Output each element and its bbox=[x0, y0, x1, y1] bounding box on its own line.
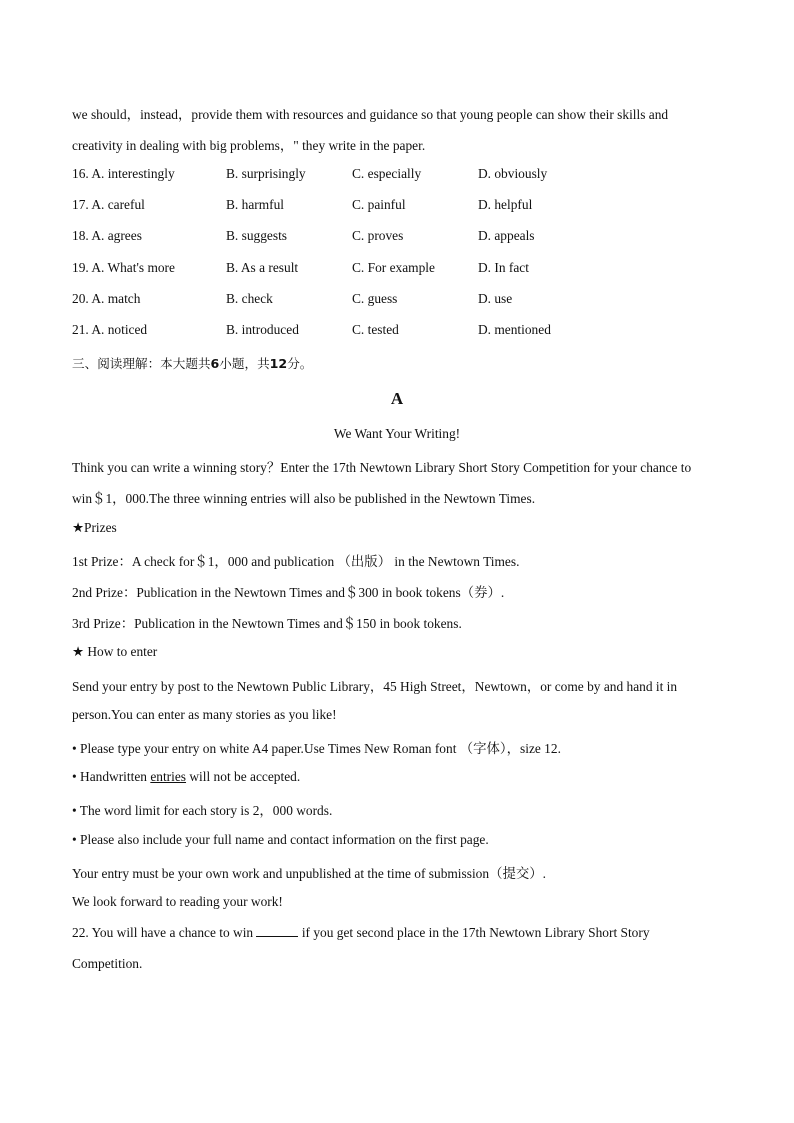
prizes-heading: ★Prizes bbox=[72, 520, 117, 535]
question-18-option-a[interactable]: 18. A. agrees bbox=[72, 228, 142, 243]
question-22-line-2: Competition. bbox=[72, 956, 143, 971]
answer-blank[interactable] bbox=[256, 926, 298, 937]
question-17-option-a[interactable]: 17. A. careful bbox=[72, 197, 145, 212]
section-heading-prefix: 三、阅读理解：本大题共 bbox=[72, 356, 211, 371]
second-prize: 2nd Prize：Publication in the Newtown Times and＄300 in book tokens（券）. bbox=[72, 585, 505, 600]
question-17-options bbox=[72, 197, 772, 217]
question-18-option-b[interactable]: B. suggests bbox=[226, 228, 288, 243]
passage-end-line-2: creativity in dealing with big problems，" they write in the paper. bbox=[72, 138, 426, 153]
question-21-option-c[interactable]: C. tested bbox=[352, 322, 399, 337]
question-19-option-d[interactable]: D. In fact bbox=[478, 260, 529, 275]
question-18-option-d[interactable]: D. appeals bbox=[478, 228, 535, 243]
question-19-option-b[interactable]: B. As a result bbox=[226, 260, 299, 275]
question-16-option-a[interactable]: 16. A. interestingly bbox=[72, 166, 175, 181]
article-letter: A bbox=[390, 389, 404, 408]
question-20-option-b[interactable]: B. check bbox=[226, 291, 273, 306]
own-work-note: Your entry must be your own work and unpublished at the time of submission（提交）. bbox=[72, 866, 546, 881]
rule-bullet-4: • Please also include your full name and contact information on the first page. bbox=[72, 832, 489, 847]
question-18-options bbox=[72, 228, 772, 248]
question-19-option-a[interactable]: 19. A. What's more bbox=[72, 260, 175, 275]
question-21-options bbox=[72, 322, 772, 342]
section-heading-suffix: 分。 bbox=[287, 356, 313, 371]
section-points: 12 bbox=[269, 356, 288, 371]
question-19-option-c[interactable]: C. For example bbox=[352, 260, 435, 275]
question-16-option-c[interactable]: C. especially bbox=[352, 166, 422, 181]
question-16-option-d[interactable]: D. obviously bbox=[478, 166, 548, 181]
article-intro-line-1: Think you can write a winning story？Enter the 17th Newtown Library Short Story Competition for your chance to bbox=[72, 460, 692, 475]
rule-bullet-2 bbox=[72, 769, 300, 785]
question-19-options bbox=[72, 260, 772, 280]
question-21-option-b[interactable]: B. introduced bbox=[226, 322, 299, 337]
question-21-option-a[interactable]: 21. A. noticed bbox=[72, 322, 148, 337]
how-to-enter-line-1: Send your entry by post to the Newtown Public Library，45 High Street，Newtown，or come by and hand it in bbox=[72, 679, 678, 694]
third-prize: 3rd Prize：Publication in the Newtown Times and＄150 in book tokens. bbox=[72, 616, 462, 631]
closing-line: We look forward to reading your work! bbox=[72, 894, 283, 909]
question-20-options bbox=[72, 291, 772, 311]
article-title: We Want Your Writing! bbox=[333, 426, 461, 441]
question-21-option-d[interactable]: D. mentioned bbox=[478, 322, 551, 337]
question-20-option-c[interactable]: C. guess bbox=[352, 291, 398, 306]
rule-bullet-1: • Please type your entry on white A4 paper.Use Times New Roman font （字体），size 12. bbox=[72, 741, 561, 756]
question-20-option-a[interactable]: 20. A. match bbox=[72, 291, 141, 306]
section-heading bbox=[72, 353, 312, 372]
question-16-option-b[interactable]: B. surprisingly bbox=[226, 166, 306, 181]
section-question-count: 6 bbox=[210, 356, 220, 371]
question-20-option-d[interactable]: D. use bbox=[478, 291, 513, 306]
question-22-post: if you get second place in the 17th Newtown Library Short Story bbox=[298, 925, 650, 940]
how-to-enter-line-2: person.You can enter as many stories as you like! bbox=[72, 707, 337, 722]
question-17-option-c[interactable]: C. painful bbox=[352, 197, 406, 212]
rule-bullet-3: • The word limit for each story is 2，000 words. bbox=[72, 803, 333, 818]
passage-end-line-1: we should，instead，provide them with resources and guidance so that young people can show their skills and bbox=[72, 107, 669, 122]
question-22-pre: 22. You will have a chance to win bbox=[72, 925, 257, 940]
underlined-word-entries: entries bbox=[150, 769, 187, 784]
how-to-enter-heading: ★ How to enter bbox=[72, 644, 158, 659]
first-prize: 1st Prize：A check for＄1，000 and publication （出版） in the Newtown Times. bbox=[72, 554, 520, 569]
rule-bullet-2-post: will not be accepted. bbox=[186, 769, 301, 784]
article-intro-line-2: win＄1，000.The three winning entries will also be published in the Newtown Times. bbox=[72, 491, 536, 506]
section-heading-middle: 小题，共 bbox=[219, 356, 270, 371]
rule-bullet-2-pre: • Handwritten bbox=[72, 769, 151, 784]
question-18-option-c[interactable]: C. proves bbox=[352, 228, 404, 243]
question-22 bbox=[72, 925, 650, 941]
question-17-option-b[interactable]: B. harmful bbox=[226, 197, 285, 212]
question-17-option-d[interactable]: D. helpful bbox=[478, 197, 533, 212]
question-16-options bbox=[72, 166, 772, 186]
